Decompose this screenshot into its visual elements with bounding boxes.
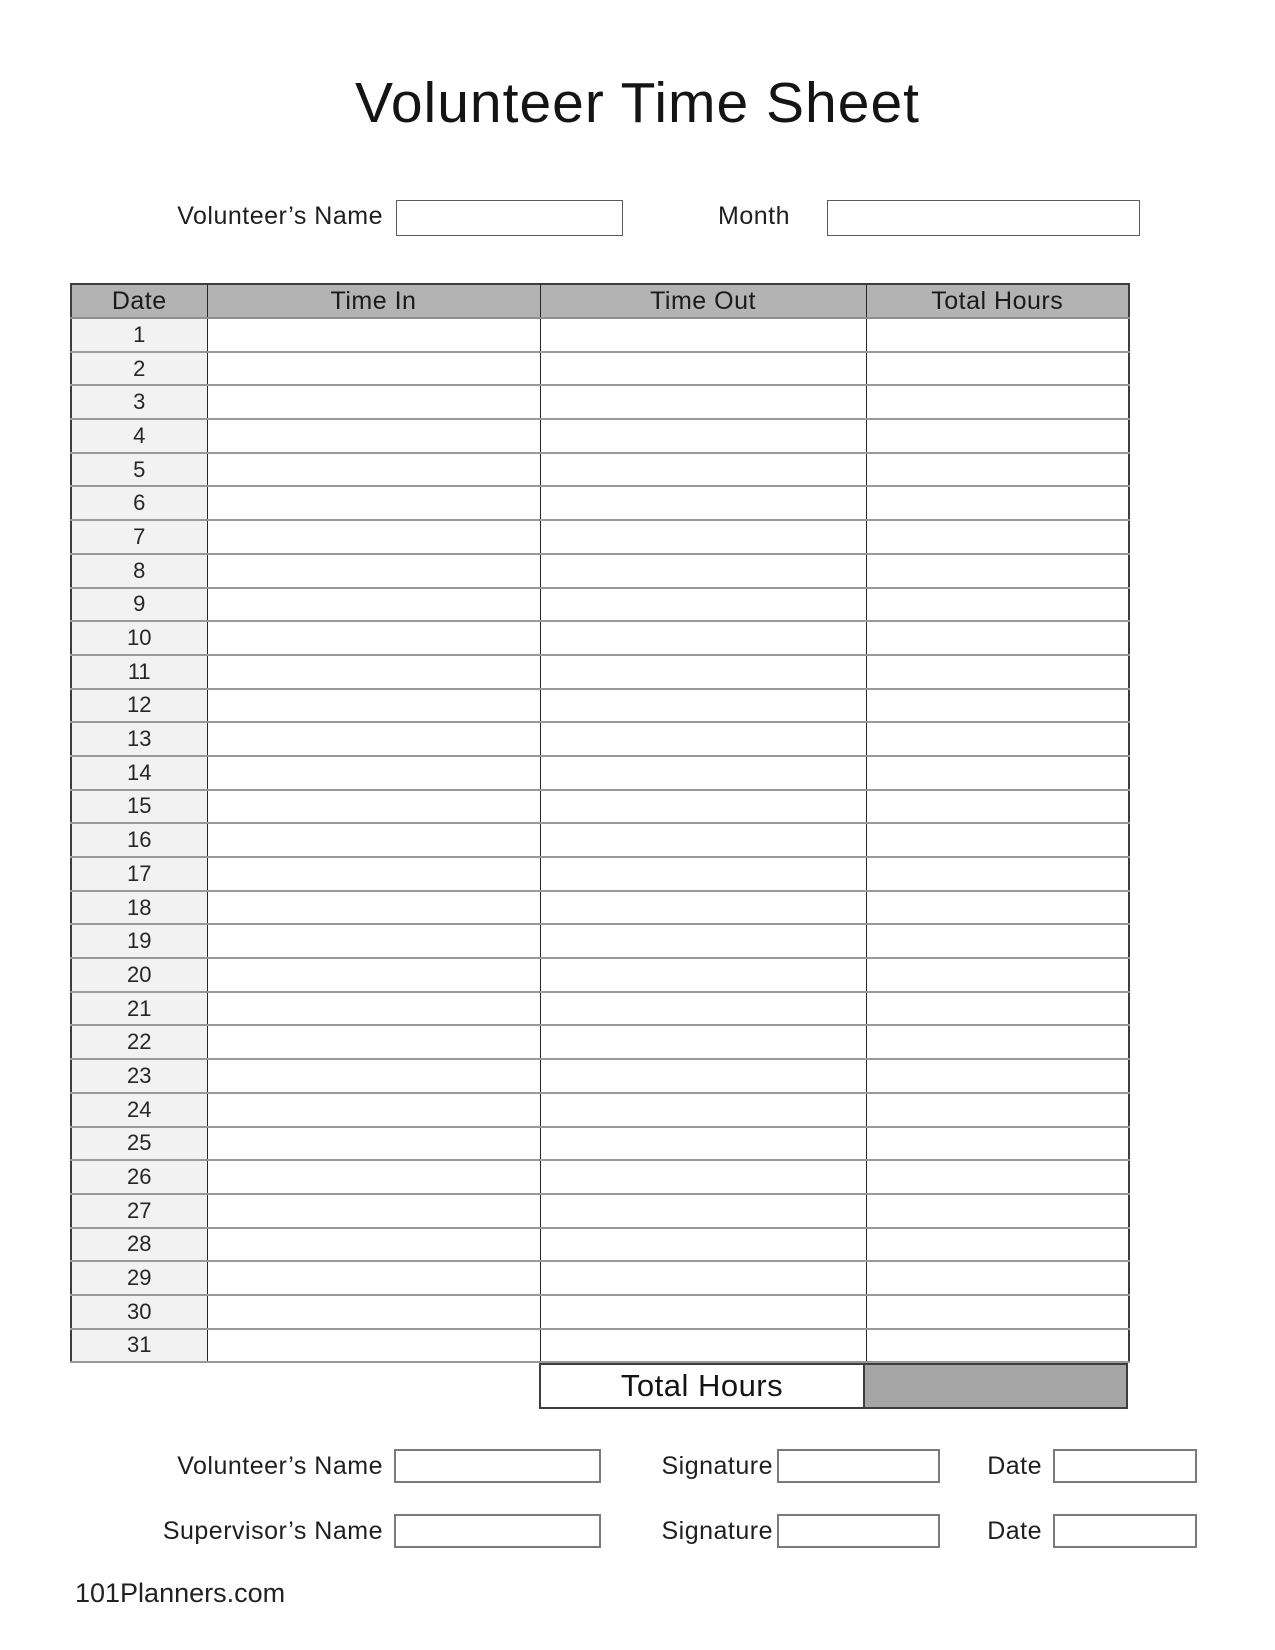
total-hours-cell[interactable] [866, 689, 1129, 723]
time-in-cell[interactable] [207, 1295, 540, 1329]
website-credit: 101Planners.com [75, 1578, 286, 1608]
time-out-cell[interactable] [540, 621, 866, 655]
column-header-time-out: Time Out [540, 284, 866, 318]
time-in-cell[interactable] [207, 621, 540, 655]
time-out-cell[interactable] [540, 891, 866, 925]
total-hours-cell[interactable] [866, 1025, 1129, 1059]
time-in-cell[interactable] [207, 1160, 540, 1194]
date-cell: 27 [71, 1194, 207, 1228]
time-in-cell[interactable] [207, 924, 540, 958]
signature-supervisor-date-label: Date [987, 1517, 1042, 1545]
time-in-cell[interactable] [207, 520, 540, 554]
date-cell: 25 [71, 1127, 207, 1161]
date-cell: 15 [71, 790, 207, 824]
table-row [71, 554, 1129, 588]
time-out-cell[interactable] [540, 554, 866, 588]
table-row [71, 722, 1129, 756]
total-hours-cell[interactable] [866, 1059, 1129, 1093]
table-row [71, 1093, 1129, 1127]
total-hours-cell[interactable] [866, 756, 1129, 790]
time-in-cell[interactable] [207, 453, 540, 487]
total-hours-cell[interactable] [866, 486, 1129, 520]
time-in-cell[interactable] [207, 486, 540, 520]
date-cell: 1 [71, 318, 207, 352]
total-hours-cell[interactable] [866, 1329, 1129, 1363]
time-in-cell[interactable] [207, 655, 540, 689]
date-cell: 16 [71, 823, 207, 857]
time-out-cell[interactable] [540, 823, 866, 857]
date-cell: 5 [71, 453, 207, 487]
table-row [71, 790, 1129, 824]
time-in-cell[interactable] [207, 318, 540, 352]
total-hours-cell[interactable] [866, 790, 1129, 824]
time-out-cell[interactable] [540, 352, 866, 386]
time-out-cell[interactable] [540, 419, 866, 453]
time-out-cell[interactable] [540, 453, 866, 487]
time-out-cell[interactable] [540, 722, 866, 756]
time-out-cell[interactable] [540, 756, 866, 790]
total-hours-value-cell[interactable] [865, 1363, 1128, 1409]
time-out-cell[interactable] [540, 1059, 866, 1093]
total-hours-cell[interactable] [866, 924, 1129, 958]
time-in-cell[interactable] [207, 958, 540, 992]
time-in-cell[interactable] [207, 419, 540, 453]
table-row [71, 1295, 1129, 1329]
time-in-cell[interactable] [207, 689, 540, 723]
time-in-cell[interactable] [207, 857, 540, 891]
time-in-cell[interactable] [207, 756, 540, 790]
total-hours-cell[interactable] [866, 1295, 1129, 1329]
signature-volunteer-date-input[interactable] [1053, 1449, 1197, 1483]
date-cell: 12 [71, 689, 207, 723]
date-cell: 10 [71, 621, 207, 655]
signature-volunteer-signature-input[interactable] [777, 1449, 940, 1483]
signature-supervisor-signature-label: Signature [661, 1517, 773, 1545]
time-in-cell[interactable] [207, 992, 540, 1026]
date-cell: 26 [71, 1160, 207, 1194]
total-hours-cell[interactable] [866, 554, 1129, 588]
date-cell: 2 [71, 352, 207, 386]
table-row [71, 924, 1129, 958]
time-out-cell[interactable] [540, 1025, 866, 1059]
timesheet-table [70, 283, 1130, 1363]
table-row [71, 1194, 1129, 1228]
table-row [71, 520, 1129, 554]
date-cell: 30 [71, 1295, 207, 1329]
date-cell: 19 [71, 924, 207, 958]
time-out-cell[interactable] [540, 992, 866, 1026]
volunteer-name-label: Volunteer’s Name [177, 202, 383, 230]
date-cell: 14 [71, 756, 207, 790]
time-out-cell[interactable] [540, 1194, 866, 1228]
table-row [71, 1228, 1129, 1262]
time-in-cell[interactable] [207, 823, 540, 857]
date-cell: 17 [71, 857, 207, 891]
time-out-cell[interactable] [540, 924, 866, 958]
table-row [71, 453, 1129, 487]
time-in-cell[interactable] [207, 722, 540, 756]
total-hours-footer-label: Total Hours [539, 1363, 865, 1409]
table-row [71, 1261, 1129, 1295]
time-out-cell[interactable] [540, 486, 866, 520]
signature-volunteer-name-label: Volunteer’s Name [177, 1452, 383, 1480]
total-hours-cell[interactable] [866, 1194, 1129, 1228]
table-row [71, 486, 1129, 520]
table-row [71, 655, 1129, 689]
time-out-cell[interactable] [540, 1329, 866, 1363]
signature-supervisor-name-label: Supervisor’s Name [162, 1517, 383, 1545]
total-hours-cell[interactable] [866, 419, 1129, 453]
timesheet-table-section [70, 283, 1128, 1409]
date-cell: 3 [71, 385, 207, 419]
table-row [71, 1127, 1129, 1161]
total-hours-cell[interactable] [866, 588, 1129, 622]
table-row [71, 857, 1129, 891]
table-row [71, 385, 1129, 419]
total-hours-cell[interactable] [866, 722, 1129, 756]
table-row [71, 891, 1129, 925]
total-hours-cell[interactable] [866, 958, 1129, 992]
time-out-cell[interactable] [540, 588, 866, 622]
time-in-cell[interactable] [207, 790, 540, 824]
date-cell: 4 [71, 419, 207, 453]
time-out-cell[interactable] [540, 1127, 866, 1161]
date-cell: 21 [71, 992, 207, 1026]
table-row [71, 823, 1129, 857]
date-cell: 28 [71, 1228, 207, 1262]
time-in-cell[interactable] [207, 352, 540, 386]
signature-supervisor-signature-input[interactable] [777, 1514, 940, 1548]
date-cell: 11 [71, 655, 207, 689]
time-out-cell[interactable] [540, 318, 866, 352]
time-out-cell[interactable] [540, 689, 866, 723]
table-row [71, 621, 1129, 655]
total-hours-cell[interactable] [866, 318, 1129, 352]
time-out-cell[interactable] [540, 958, 866, 992]
total-hours-cell[interactable] [866, 891, 1129, 925]
time-out-cell[interactable] [540, 385, 866, 419]
total-hours-cell[interactable] [866, 1261, 1129, 1295]
date-cell: 8 [71, 554, 207, 588]
total-hours-cell[interactable] [866, 385, 1129, 419]
signature-volunteer-name-input[interactable] [394, 1449, 601, 1483]
signature-supervisor-date-input[interactable] [1053, 1514, 1197, 1548]
total-hours-cell[interactable] [866, 1093, 1129, 1127]
signature-volunteer-signature-label: Signature [661, 1452, 773, 1480]
date-cell: 9 [71, 588, 207, 622]
time-in-cell[interactable] [207, 385, 540, 419]
date-cell: 23 [71, 1059, 207, 1093]
table-row [71, 588, 1129, 622]
time-out-cell[interactable] [540, 857, 866, 891]
date-cell: 13 [71, 722, 207, 756]
month-input[interactable] [827, 200, 1140, 236]
time-in-cell[interactable] [207, 1228, 540, 1262]
time-in-cell[interactable] [207, 1059, 540, 1093]
total-hours-cell[interactable] [866, 1160, 1129, 1194]
timesheet-body [71, 318, 1129, 1362]
total-hours-cell[interactable] [866, 1127, 1129, 1161]
total-hours-cell[interactable] [866, 857, 1129, 891]
total-hours-cell[interactable] [866, 453, 1129, 487]
total-hours-cell[interactable] [866, 621, 1129, 655]
time-in-cell[interactable] [207, 1329, 540, 1363]
page-title: Volunteer Time Sheet [354, 71, 920, 135]
time-out-cell[interactable] [540, 1160, 866, 1194]
time-in-cell[interactable] [207, 1093, 540, 1127]
signature-supervisor-name-input[interactable] [394, 1514, 601, 1548]
table-header-row [71, 284, 1129, 318]
column-header-total-hours: Total Hours [866, 284, 1129, 318]
column-header-date: Date [71, 284, 207, 318]
time-out-cell[interactable] [540, 1295, 866, 1329]
table-row [71, 1329, 1129, 1363]
total-hours-cell[interactable] [866, 352, 1129, 386]
time-in-cell[interactable] [207, 1194, 540, 1228]
date-cell: 29 [71, 1261, 207, 1295]
table-row [71, 318, 1129, 352]
total-hours-cell[interactable] [866, 1228, 1129, 1262]
total-hours-cell[interactable] [866, 823, 1129, 857]
column-header-time-in: Time In [207, 284, 540, 318]
table-row [71, 1160, 1129, 1194]
table-row [71, 958, 1129, 992]
time-in-cell[interactable] [207, 1127, 540, 1161]
time-out-cell[interactable] [540, 520, 866, 554]
table-row [71, 352, 1129, 386]
date-cell: 22 [71, 1025, 207, 1059]
time-in-cell[interactable] [207, 1025, 540, 1059]
signature-volunteer-date-label: Date [987, 1452, 1042, 1480]
table-row [71, 756, 1129, 790]
date-cell: 18 [71, 891, 207, 925]
time-out-cell[interactable] [540, 655, 866, 689]
time-in-cell[interactable] [207, 891, 540, 925]
table-row [71, 992, 1129, 1026]
total-hours-cell[interactable] [866, 992, 1129, 1026]
time-in-cell[interactable] [207, 1261, 540, 1295]
table-row [71, 1025, 1129, 1059]
date-cell: 7 [71, 520, 207, 554]
time-out-cell[interactable] [540, 1261, 866, 1295]
table-row [71, 419, 1129, 453]
time-out-cell[interactable] [540, 1093, 866, 1127]
date-cell: 31 [71, 1329, 207, 1363]
table-row [71, 1059, 1129, 1093]
total-hours-row [539, 1363, 1128, 1409]
table-row [71, 689, 1129, 723]
month-label: Month [718, 202, 790, 230]
time-in-cell[interactable] [207, 554, 540, 588]
time-out-cell[interactable] [540, 1228, 866, 1262]
time-out-cell[interactable] [540, 790, 866, 824]
volunteer-name-input[interactable] [396, 200, 623, 236]
time-in-cell[interactable] [207, 588, 540, 622]
date-cell: 20 [71, 958, 207, 992]
date-cell: 6 [71, 486, 207, 520]
total-hours-cell[interactable] [866, 520, 1129, 554]
total-hours-cell[interactable] [866, 655, 1129, 689]
date-cell: 24 [71, 1093, 207, 1127]
